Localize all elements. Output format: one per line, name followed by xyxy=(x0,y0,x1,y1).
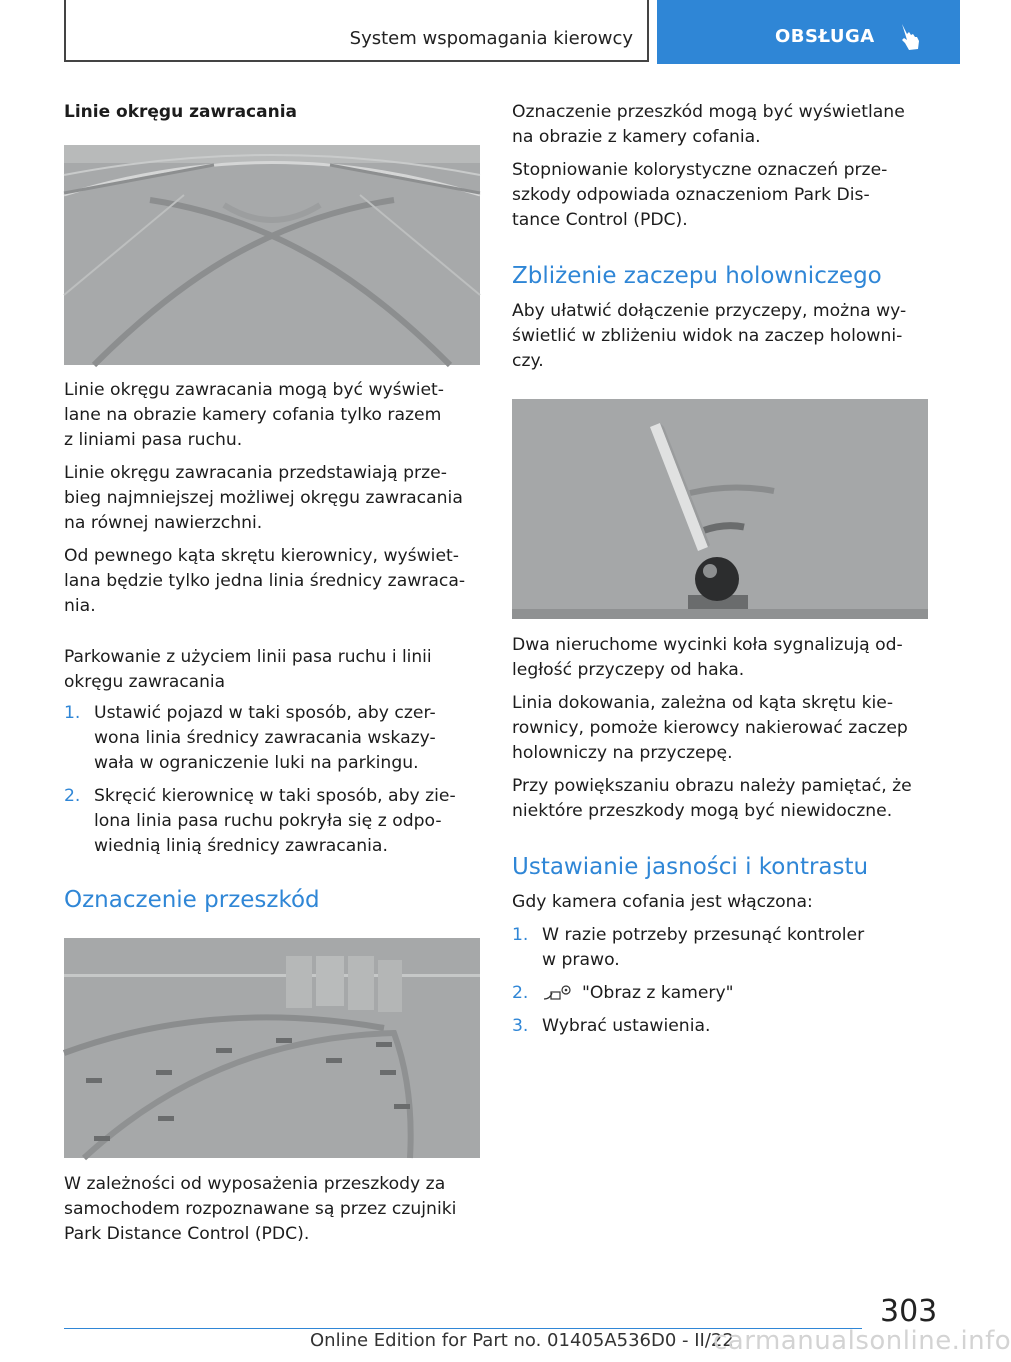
page-number: 303 xyxy=(880,1294,938,1329)
brightness-steps xyxy=(512,923,926,1039)
edition-text: Online Edition for Part no. 01405A536D0 - II/22 xyxy=(310,1330,734,1351)
paragraph: Stopniowanie kolorystyczne oznaczeń prze- szkody odpowiada oznaczeniom Park Dis- tance Control (PDC). xyxy=(512,160,888,230)
left-text-bottom xyxy=(64,1172,478,1247)
watermark: carmanualsonline.info xyxy=(713,1326,1011,1356)
step-number: 3. xyxy=(512,1016,529,1036)
turning-circle-image xyxy=(64,145,480,365)
step-text: Wybrać ustawienia. xyxy=(542,1016,711,1036)
step-number: 2. xyxy=(512,983,529,1003)
tow-hitch-image xyxy=(512,399,928,619)
step-number: 2. xyxy=(64,786,81,806)
camera-settings-icon xyxy=(542,983,574,1003)
section-tab-label: OBSŁUGA xyxy=(775,26,875,47)
paragraph: Od pewnego kąta skrętu kierownicy, wyświet- lana będzie tylko jedna linia średnicy zawraca- nia. xyxy=(64,546,466,616)
step-text: W razie potrzeby przesunąć kontroler w prawo. xyxy=(542,925,865,970)
step-text: Ustawić pojazd w taki sposób, aby czer- wona linia średnicy zawracania wskazy- wała w ograniczenie luki na parkingu. xyxy=(94,703,436,773)
right-column xyxy=(512,100,926,374)
paragraph: Oznaczenie przeszkód mogą być wyświetlane na obrazie z kamery cofania. xyxy=(512,102,905,147)
list-item xyxy=(512,1014,926,1039)
paragraph: Linia dokowania, zależna od kąta skrętu kie- rownicy, pomoże kierowcy nakierować zaczep holowniczy na przyczepę. xyxy=(512,693,908,763)
paragraph: Przy powiększaniu obrazu należy pamiętać, że niektóre przeszkody mogą być niewidoczne. xyxy=(512,776,912,821)
pointing-hand-icon xyxy=(898,22,922,52)
list-item xyxy=(64,784,478,859)
step-number: 1. xyxy=(64,703,81,723)
paragraph: Gdy kamera cofania jest włączona: xyxy=(512,892,813,912)
heading-obstacles: Oznaczenie przeszkód xyxy=(64,887,320,913)
step-text: "Obraz z kamery" xyxy=(582,983,734,1003)
step-number: 1. xyxy=(512,925,529,945)
heading-hitch-zoom: Zbliżenie zaczepu holowniczego xyxy=(512,263,882,289)
left-text-block xyxy=(64,378,478,915)
left-column xyxy=(64,100,478,125)
list-item xyxy=(512,981,926,1006)
section-tab[interactable] xyxy=(657,0,960,64)
obstacle-marking-image xyxy=(64,938,480,1158)
list-item xyxy=(512,923,926,973)
paragraph: Dwa nieruchome wycinki koła sygnalizują od- ległość przyczepy od haka. xyxy=(512,635,903,680)
chapter-title: System wspomagania kierowcy xyxy=(349,28,633,49)
paragraph: Linie okręgu zawracania mogą być wyświet- lane na obrazie kamery cofania tylko razem z liniami pasa ruchu. xyxy=(64,380,444,450)
paragraph: Aby ułatwić dołączenie przyczepy, można wy- świetlić w zbliżeniu widok na zaczep holowni- czy. xyxy=(512,301,907,371)
list-item xyxy=(64,701,478,776)
step-text: Skręcić kierownicę w taki sposób, aby zie- lona linia pasa ruchu pokryła się z odpo- wiednią linią średnicy zawracania. xyxy=(94,786,456,856)
parking-steps xyxy=(64,701,478,859)
paragraph: W zależności od wyposażenia przeszkody za samochodem rozpoznawane są przez czujniki Park Distance Control (PDC). xyxy=(64,1174,457,1244)
right-text-lower xyxy=(512,633,926,1039)
heading-brightness-contrast: Ustawianie jasności i kontrastu xyxy=(512,854,869,880)
header-frame xyxy=(64,0,649,62)
subhead-parking: Parkowanie z użyciem linii pasa ruchu i linii okręgu zawracania xyxy=(64,647,432,692)
subhead-turning-circle: Linie okręgu zawracania xyxy=(64,102,298,122)
paragraph: Linie okręgu zawracania przedstawiają prze- bieg najmniejszej możliwej okręgu zawracania na równej nawierzchni. xyxy=(64,463,463,533)
